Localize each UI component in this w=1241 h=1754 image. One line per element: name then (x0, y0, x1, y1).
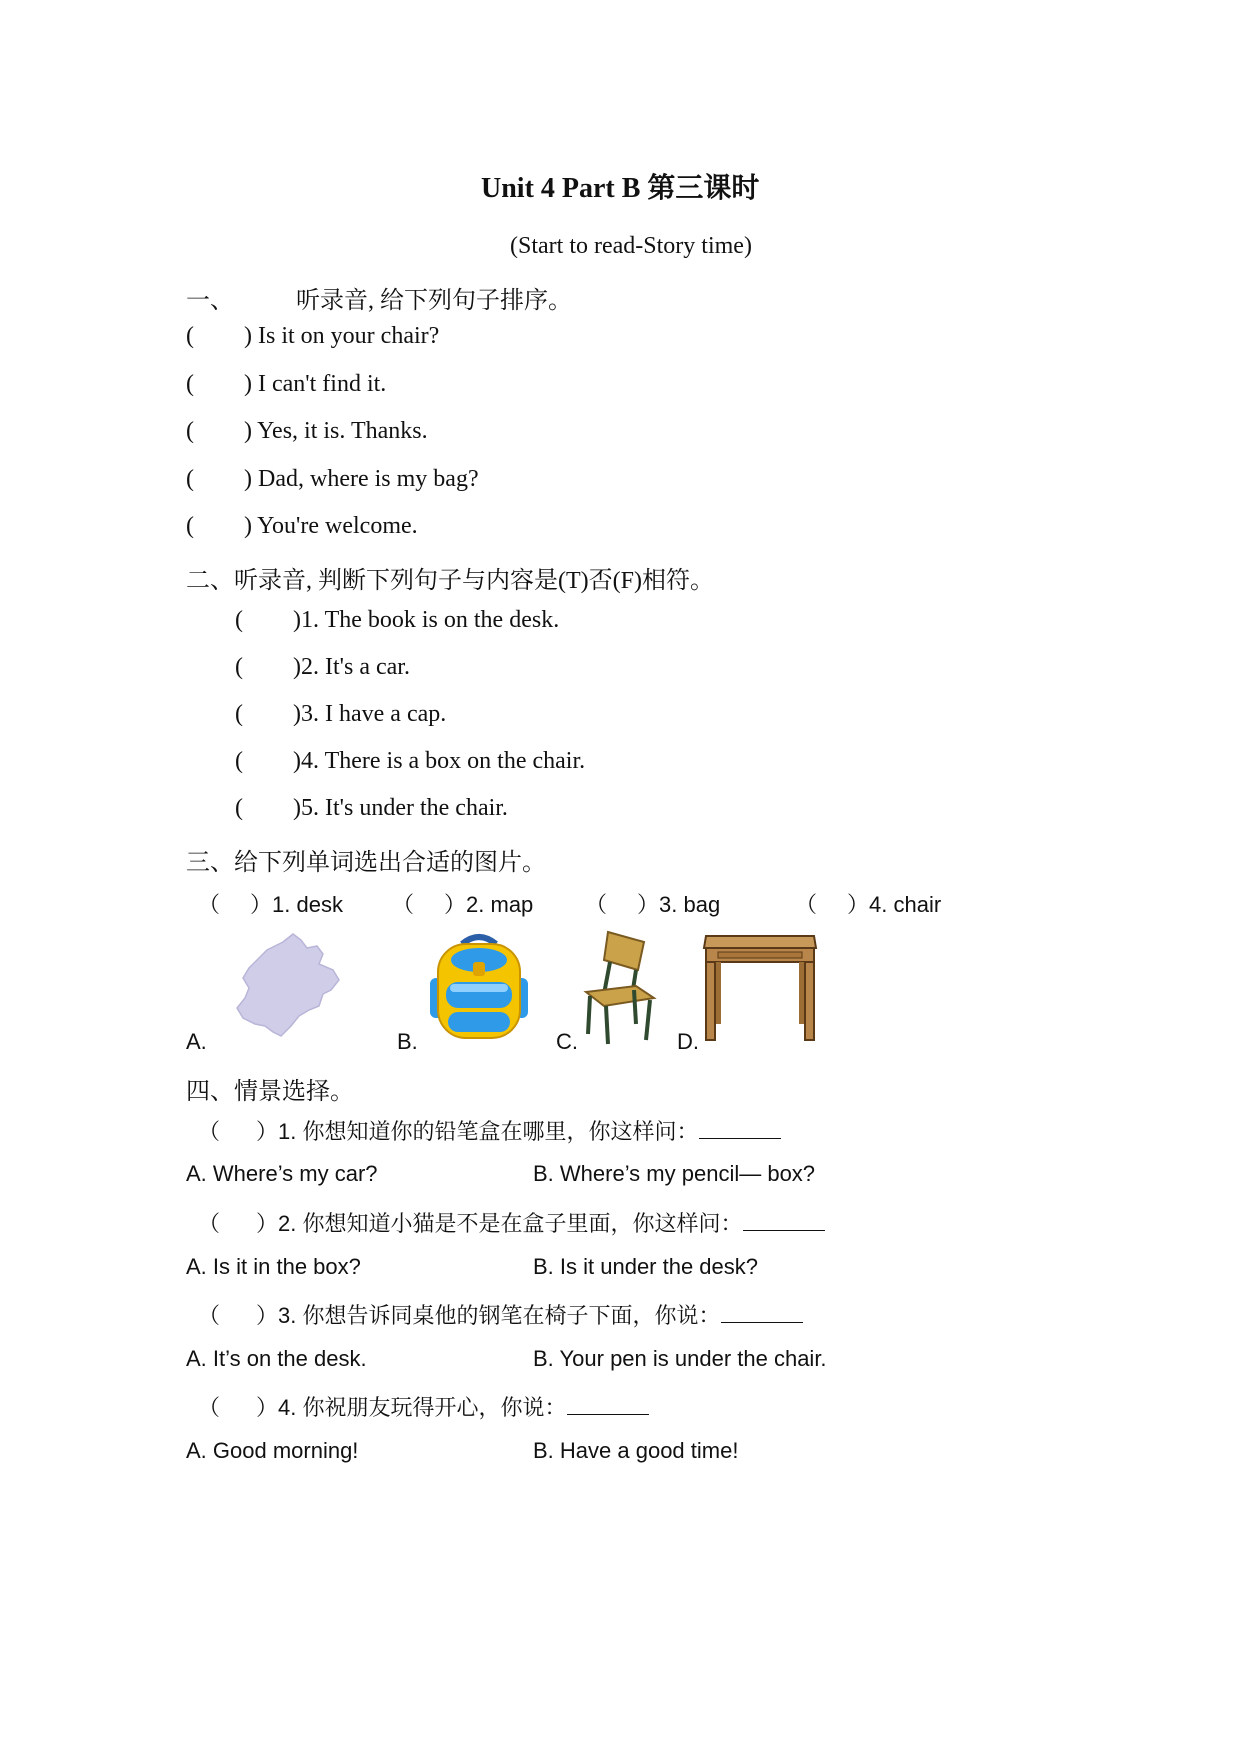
answer-close-paren: ） (256, 1119, 279, 1144)
sentence-text: 4. There is a box on the chair. (301, 748, 586, 774)
desk-icon (700, 928, 820, 1048)
option-b: B. Have a good time! (533, 1438, 739, 1463)
word-item-map (392, 888, 533, 919)
answer-close-paren: ） (256, 1395, 279, 1420)
list-item (235, 795, 508, 822)
list-item (186, 371, 386, 398)
section2-heading: 二、听录音, 判断下列句子与内容是(T)否(F)相符。 (186, 568, 714, 594)
answer-close-paren: ） (847, 892, 870, 917)
sentence-text: Is it on your chair? (258, 323, 440, 349)
answer-close-paren: ) (244, 513, 252, 539)
sentence-text: 3. I have a cap. (301, 701, 447, 727)
word-text: 1. desk (272, 892, 343, 917)
answer-close-paren: ) (244, 371, 252, 397)
answer-open-paren: （ (198, 1119, 221, 1144)
answer-close-paren: ) (293, 748, 301, 774)
option-a: A. It’s on the desk. (186, 1346, 367, 1371)
answer-line[interactable] (567, 1394, 649, 1415)
question-text: 你祝朋友玩得开心，你说： (302, 1395, 567, 1420)
sentence-text: I can't find it. (258, 371, 387, 397)
question-number: 3. (278, 1303, 297, 1328)
option-a: A. Good morning! (186, 1438, 359, 1463)
option-a: A. Where’s my car? (186, 1161, 378, 1186)
sentence-text: 5. It's under the chair. (301, 795, 508, 821)
question-text: 你想知道你的铅笔盒在哪里，你这样问： (302, 1119, 699, 1144)
map-icon (235, 932, 340, 1040)
answer-close-paren: ) (244, 466, 252, 492)
sentence-text: You're welcome. (257, 513, 418, 539)
picture-label-c: C. (556, 1029, 578, 1054)
answer-close-paren: ) (293, 654, 301, 680)
list-item (186, 323, 439, 350)
list-item (235, 701, 446, 728)
answer-open-paren: （ (585, 892, 608, 917)
answer-open-paren: ( (186, 466, 194, 492)
question-4 (198, 1391, 649, 1422)
answer-close-paren: ） (250, 892, 273, 917)
sentence-text: 1. The book is on the desk. (301, 607, 560, 633)
word-item-bag (585, 888, 720, 919)
answer-close-paren: ） (256, 1211, 279, 1236)
option-b: B. Your pen is under the chair. (533, 1346, 827, 1371)
question-1 (198, 1115, 781, 1146)
answer-open-paren: （ (198, 1395, 221, 1420)
answer-close-paren: ） (637, 892, 660, 917)
section4-heading: 四、情景选择。 (186, 1079, 354, 1105)
list-item (186, 513, 418, 540)
answer-close-paren: ) (293, 795, 301, 821)
question-number: 2. (278, 1211, 297, 1236)
option-a: A. Is it in the box? (186, 1254, 361, 1279)
section1-heading-text: 听录音, 给下列句子排序。 (296, 288, 572, 314)
answer-close-paren: ) (244, 323, 252, 349)
picture-label-a: A. (186, 1029, 207, 1054)
answer-open-paren: ( (186, 371, 194, 397)
answer-open-paren: ( (235, 607, 243, 633)
answer-open-paren: ( (186, 513, 194, 539)
page-title: Unit 4 Part B 第三课时 (481, 173, 760, 204)
answer-open-paren: ( (235, 701, 243, 727)
question-2 (198, 1207, 825, 1238)
list-item (186, 418, 428, 445)
list-item (235, 607, 559, 634)
answer-close-paren: ) (293, 701, 301, 727)
list-item (235, 748, 585, 775)
answer-close-paren: ) (293, 607, 301, 633)
section1-heading (186, 280, 572, 315)
option-b: B. Where’s my pencil— box? (533, 1161, 816, 1186)
question-text: 你想告诉同桌他的钢笔在椅子下面，你说： (302, 1303, 721, 1328)
answer-open-paren: ( (235, 748, 243, 774)
question-number: 4. (278, 1395, 297, 1420)
option-b: B. Is it under the desk? (533, 1254, 759, 1279)
answer-open-paren: ( (235, 654, 243, 680)
picture-label-b: B. (397, 1029, 418, 1054)
word-text: 3. bag (659, 892, 721, 917)
backpack-icon (424, 932, 534, 1042)
list-item (186, 466, 479, 493)
word-text: 2. map (466, 892, 534, 917)
answer-close-paren: ） (444, 892, 467, 917)
word-item-chair (795, 888, 941, 919)
picture-label-d: D. (677, 1029, 699, 1054)
word-text: 4. chair (869, 892, 942, 917)
answer-open-paren: （ (198, 1211, 221, 1236)
question-3 (198, 1299, 803, 1330)
question-text: 你想知道小猫是不是在盒子里面，你这样问： (302, 1211, 743, 1236)
answer-line[interactable] (743, 1210, 825, 1231)
answer-line[interactable] (699, 1118, 781, 1139)
list-item (235, 654, 410, 681)
answer-open-paren: （ (392, 892, 415, 917)
answer-open-paren: （ (198, 892, 221, 917)
answer-open-paren: ( (186, 323, 194, 349)
answer-open-paren: ( (235, 795, 243, 821)
chair-icon (580, 928, 660, 1048)
answer-open-paren: ( (186, 418, 194, 444)
answer-open-paren: （ (198, 1303, 221, 1328)
sentence-text: Dad, where is my bag? (258, 466, 479, 492)
section3-heading: 三、给下列单词选出合适的图片。 (186, 850, 546, 876)
page-subtitle: (Start to read-Story time) (510, 233, 752, 259)
word-item-desk (198, 888, 343, 919)
question-number: 1. (278, 1119, 297, 1144)
sentence-text: 2. It's a car. (301, 654, 410, 680)
answer-close-paren: ） (256, 1303, 279, 1328)
answer-open-paren: （ (795, 892, 818, 917)
answer-line[interactable] (721, 1302, 803, 1323)
answer-close-paren: ) (244, 418, 252, 444)
section1-number: 一、 (186, 288, 234, 314)
sentence-text: Yes, it is. Thanks. (257, 418, 428, 444)
